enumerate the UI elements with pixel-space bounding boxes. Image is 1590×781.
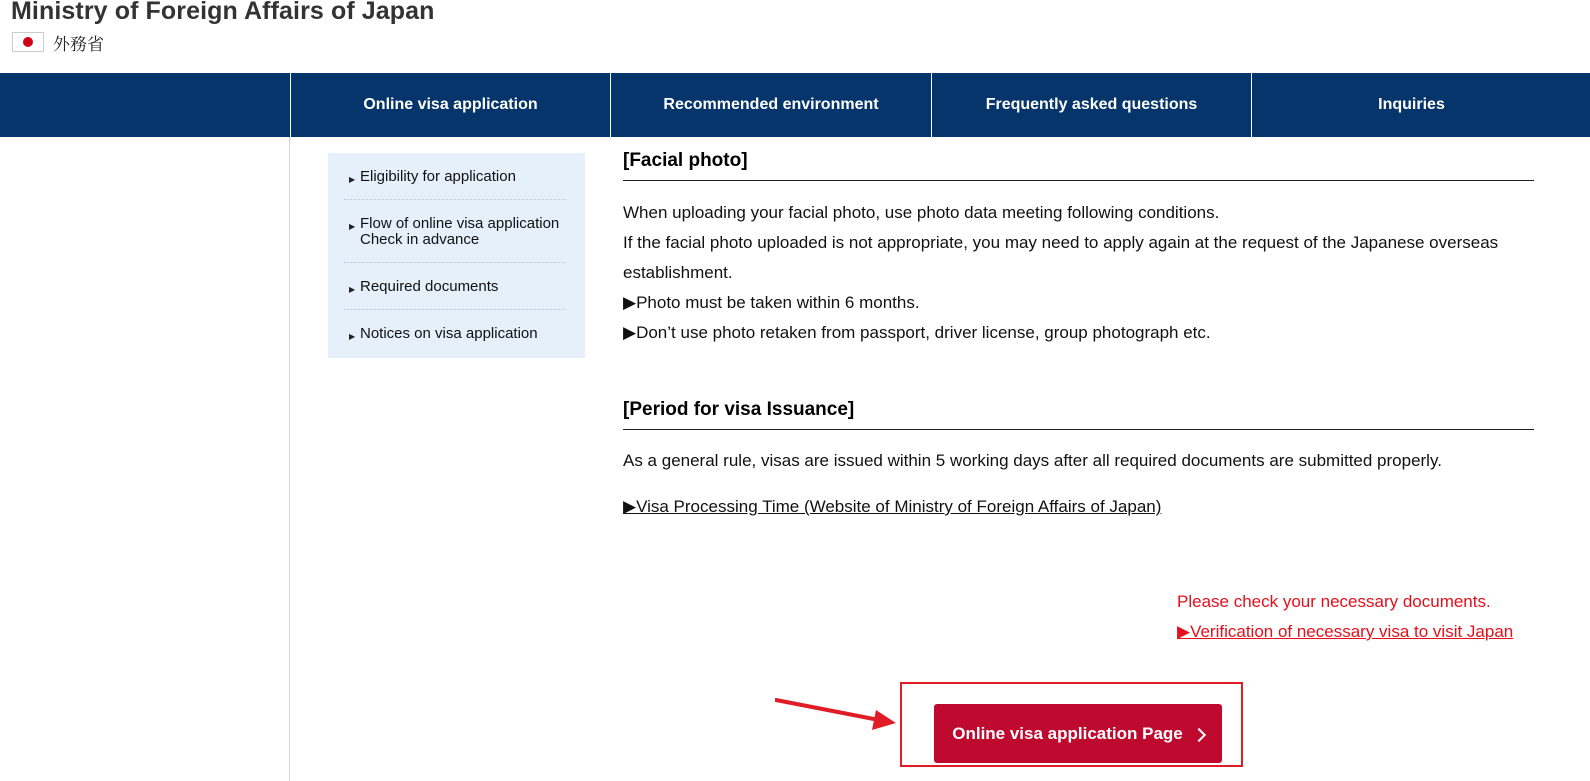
facial-photo-rule: ▶Photo must be taken within 6 months. — [623, 293, 920, 312]
facial-photo-warning: If the facial photo uploaded is not appropriate, you may need to apply again at the request of the Japanese overseas establishment. — [623, 233, 1499, 282]
sidebar-item-label: Eligibility for application — [360, 168, 516, 185]
chevron-right-icon — [1192, 727, 1206, 741]
sidebar-item-eligibility[interactable] — [344, 169, 566, 185]
nav-online-visa-application[interactable]: Online visa application — [290, 73, 610, 137]
sidebar-item-flow[interactable] — [344, 216, 566, 248]
nav-frequently-asked-questions[interactable]: Frequently asked questions — [931, 73, 1251, 137]
side-navigation — [328, 153, 585, 358]
bullet-triangle-icon: ▶ — [349, 285, 356, 294]
bullet-triangle-icon: ▶ — [349, 222, 356, 231]
left-divider — [289, 137, 290, 781]
sidebar-item-label: Flow of online visa application Check in advance — [360, 215, 560, 248]
bullet-triangle-icon: ▶ — [349, 332, 356, 341]
button-label: Online visa application Page — [952, 723, 1183, 743]
visa-processing-time-link[interactable]: ▶Visa Processing Time (Website of Ministry of Foreign Affairs of Japan) — [623, 497, 1162, 516]
main-content — [623, 150, 1534, 522]
facial-photo-heading: [Facial photo] — [623, 150, 1534, 181]
annotation-arrow-icon — [775, 690, 905, 734]
sidebar-item-label: Notices on visa application — [360, 325, 538, 342]
logo-text: 外務省 — [53, 34, 104, 55]
main-navigation — [0, 73, 1590, 137]
site-title: Ministry of Foreign Affairs of Japan — [11, 0, 435, 25]
period-text: As a general rule, visas are issued within 5 working days after all required documents are submitted properly. — [623, 451, 1442, 470]
bullet-triangle-icon: ▶ — [349, 175, 356, 184]
facial-photo-rule: ▶Don’t use photo retaken from passport, driver license, group photograph etc. — [623, 323, 1211, 342]
period-heading: [Period for visa Issuance] — [623, 399, 1534, 430]
sidebar-separator — [344, 262, 566, 263]
notice-box — [1177, 587, 1537, 647]
sidebar-separator — [344, 309, 566, 310]
nav-inquiries[interactable]: Inquiries — [1251, 73, 1571, 137]
online-visa-application-page-button[interactable] — [934, 704, 1222, 763]
sidebar-item-label: Required documents — [360, 278, 499, 295]
sidebar-item-required-documents[interactable] — [344, 279, 566, 295]
sidebar-separator — [344, 199, 566, 200]
sidebar-item-notices[interactable] — [344, 326, 566, 342]
verification-link[interactable]: ▶Verification of necessary visa to visit Japan — [1177, 622, 1514, 641]
facial-photo-conditions: When uploading your facial photo, use photo data meeting following conditions. — [623, 203, 1220, 222]
ministry-logo[interactable] — [12, 31, 104, 53]
nav-recommended-environment[interactable]: Recommended environment — [610, 73, 931, 137]
japan-flag-icon — [12, 32, 44, 52]
notice-text: Please check your necessary documents. — [1177, 592, 1491, 611]
